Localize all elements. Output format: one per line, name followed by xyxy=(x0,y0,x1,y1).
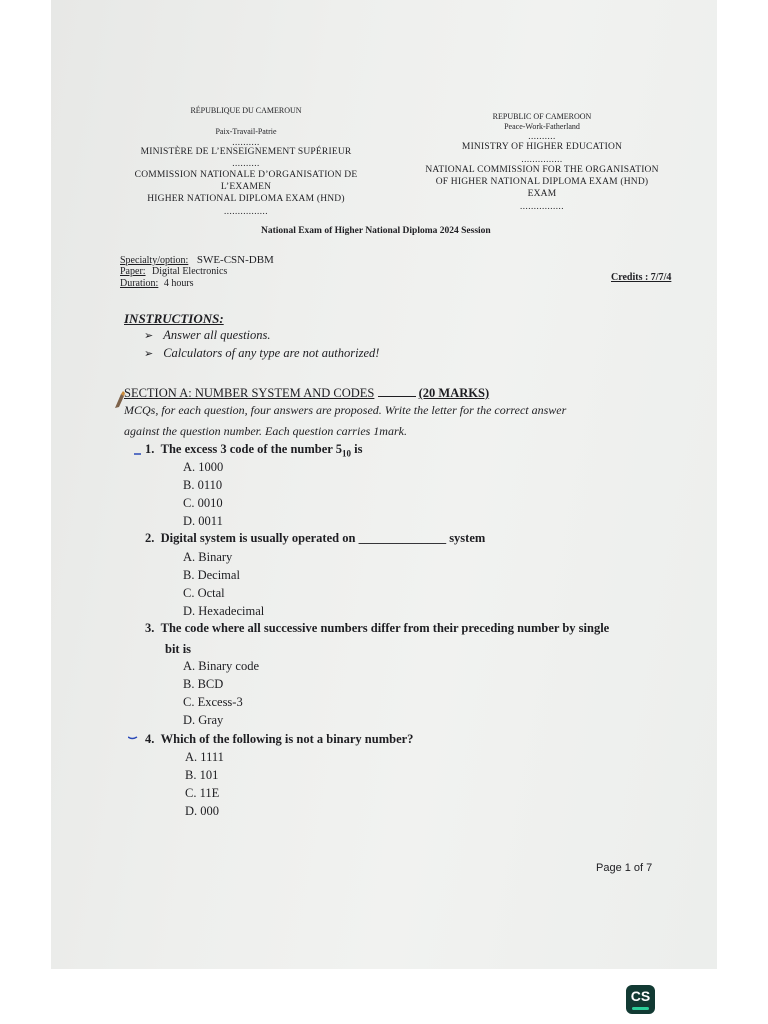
option[interactable]: A. Binary code xyxy=(183,659,260,673)
option[interactable]: C. 11E xyxy=(185,786,220,800)
question-3: 3. The code where all successive numbers differ from their preceding number by single xyxy=(145,621,610,635)
duration-value: 4 hours xyxy=(163,278,194,289)
instructions-title: INSTRUCTIONS: xyxy=(124,311,224,326)
option[interactable]: D. 000 xyxy=(185,804,220,818)
duration-label: Duration: xyxy=(120,278,159,289)
option[interactable]: C. 0010 xyxy=(183,496,223,510)
option[interactable]: A. 1111 xyxy=(185,750,224,764)
option[interactable]: A. 1000 xyxy=(183,460,224,474)
bullet-arrow-icon: ➢ xyxy=(144,348,154,360)
header-right-motto: Peace-Work-Fatherland xyxy=(504,122,580,131)
option[interactable]: B. Decimal xyxy=(183,568,240,582)
question-1: 1. The excess 3 code of the number $5_{10}$ is xyxy=(145,442,363,459)
bullet-arrow-icon: ➢ xyxy=(144,330,154,342)
header-left-country: RÉPUBLIQUE DU CAMEROUN xyxy=(190,106,302,115)
header-right-ministry: MINISTRY OF HIGHER EDUCATION xyxy=(461,142,623,152)
option[interactable]: B. 0110 xyxy=(183,478,223,492)
logo-text: CS xyxy=(630,988,651,1004)
header-left-commission: L’EXAMEN xyxy=(220,182,272,192)
header-left-motto: Paix-Travail-Patrie xyxy=(215,127,277,136)
header-right-country: REPUBLIC OF CAMEROON xyxy=(492,112,592,121)
tick-mark-icon xyxy=(128,735,138,741)
page-number: Page 1 of 7 xyxy=(596,862,653,874)
option[interactable]: A. Binary xyxy=(183,550,233,564)
instruction-item: ➢ Calculators of any type are not authorized! xyxy=(144,346,380,360)
camscanner-logo-icon xyxy=(626,985,655,1014)
header-right-commission: NATIONAL COMMISSION FOR THE ORGANISATION xyxy=(425,165,659,175)
header-right-commission: EXAM xyxy=(527,189,557,199)
header-left-separator: .......... xyxy=(232,158,260,168)
option[interactable]: C. Octal xyxy=(183,586,225,600)
specialty-line xyxy=(120,254,274,266)
header-left-separator: .......... xyxy=(232,137,260,147)
question-2: 2. Digital system is usually operated on ______________ system xyxy=(145,531,486,545)
question-4: 4. Which of the following is not a binary number? xyxy=(145,732,414,746)
header-right-commission: OF HIGHER NATIONAL DIPLOMA EXAM (HND) xyxy=(435,177,649,187)
tick-mark-icon xyxy=(134,451,142,457)
header-right-separator: ................ xyxy=(520,201,564,211)
option[interactable]: D. Hexadecimal xyxy=(183,604,265,618)
exam-paper xyxy=(51,0,717,969)
header-right-separator: ............... xyxy=(521,154,563,164)
section-a-intro: against the question number. Each question carries 1mark. xyxy=(124,424,407,438)
specialty-label: Specialty/option: xyxy=(120,255,189,266)
option[interactable]: B. 101 xyxy=(185,768,219,782)
paper-line xyxy=(120,266,227,277)
specialty-value: SWE-CSN-DBM xyxy=(196,254,274,266)
header-left-separator: ................ xyxy=(224,206,268,216)
section-a-title: SECTION A: NUMBER SYSTEM AND CODES xyxy=(124,386,375,400)
header-left-commission: COMMISSION NATIONALE D’ORGANISATION DE xyxy=(134,170,358,180)
paper-value: Digital Electronics xyxy=(152,266,228,277)
instruction-item: ➢ Answer all questions. xyxy=(144,328,271,342)
header-left-commission: HIGHER NATIONAL DIPLOMA EXAM (HND) xyxy=(147,194,345,204)
question-3-continued: bit is xyxy=(165,642,192,656)
header-right-separator: .......... xyxy=(528,131,556,141)
duration-line xyxy=(120,278,194,289)
option[interactable]: B. BCD xyxy=(183,677,224,691)
header-left-ministry: MINISTÈRE DE L’ENSEIGNEMENT SUPÉRIEUR xyxy=(140,147,352,157)
option[interactable]: C. Excess-3 xyxy=(183,695,243,709)
session-title: National Exam of Higher National Diploma 2024 Session xyxy=(261,226,491,236)
section-a-marks: (20 MARKS) xyxy=(418,386,490,400)
paper-label: Paper: xyxy=(120,266,146,277)
section-a-intro: MCQs, for each question, four answers are proposed. Write the letter for the correct answer xyxy=(124,403,567,417)
option[interactable]: D. Gray xyxy=(183,713,224,727)
option[interactable]: D. 0011 xyxy=(183,514,223,528)
credits: Credits : 7/7/4 xyxy=(611,272,672,283)
section-a-title-line xyxy=(124,386,489,401)
